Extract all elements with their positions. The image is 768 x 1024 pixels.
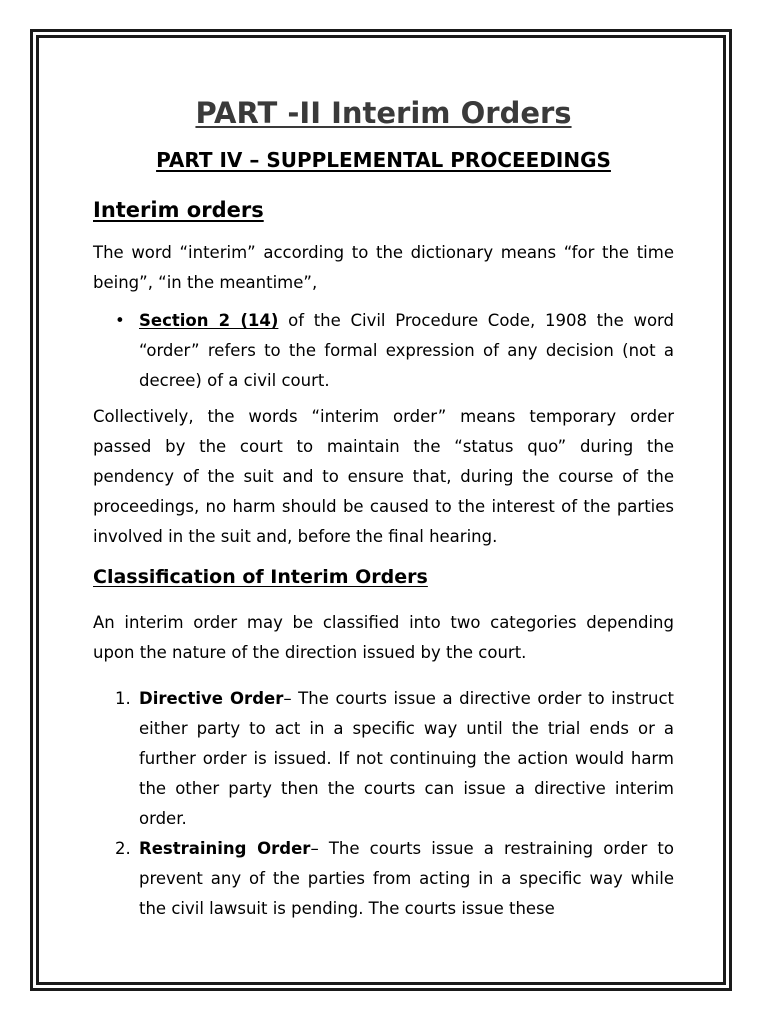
list-item-restraining-order <box>115 834 674 924</box>
heading-interim-orders: Interim orders <box>93 198 264 222</box>
document-subtitle: PART IV – SUPPLEMENTAL PROCEEDINGS <box>156 148 611 172</box>
list-item-text: – The courts issue a restraining order to prevent any of the parties from acting in a specific way while the civil lawsuit is pending. The courts issue these <box>139 839 674 918</box>
list-number: 1. <box>115 689 131 708</box>
bullet-text: of the Civil Procedure Code, 1908 the word “order” refers to the formal expression of any decision (not a decree) of a civil court. <box>139 311 675 390</box>
paragraph-definition-interim: The word “interim” according to the dictionary means “for the time being”, “in the meantime”, <box>93 243 674 292</box>
list-number: 2. <box>115 839 131 858</box>
document-body <box>93 92 674 924</box>
list-item-directive-order <box>115 684 675 834</box>
document-title: PART -II Interim Orders <box>195 96 572 130</box>
list-item-text: – The courts issue a directive order to instruct either party to act in a specific way until the trial ends or a further order is issued. If not continuing the action would harm the other party then the courts can issue a directive interim order. <box>139 689 675 828</box>
term-directive-order: Directive Order <box>139 689 284 708</box>
paragraph-collective-meaning: Collectively, the words “interim order” means temporary order passed by the court to maintain the “status quo” during the pendency of the suit and to ensure that, during the course of the proceedings, no harm should be caused to the interest of the parties involved in the suit and, before the final hearing. <box>93 407 674 546</box>
heading-classification: Classification of Interim Orders <box>93 566 428 588</box>
bullet-list <box>93 306 674 396</box>
term-restraining-order: Restraining Order <box>139 839 311 858</box>
bullet-dot: • <box>115 311 125 330</box>
section-reference: Section 2 (14) <box>139 311 279 330</box>
paragraph-classification: An interim order may be classified into two categories depending upon the nature of the direction issued by the court. <box>93 613 674 662</box>
bullet-item-section-2-14 <box>115 306 675 396</box>
numbered-list <box>93 684 674 924</box>
